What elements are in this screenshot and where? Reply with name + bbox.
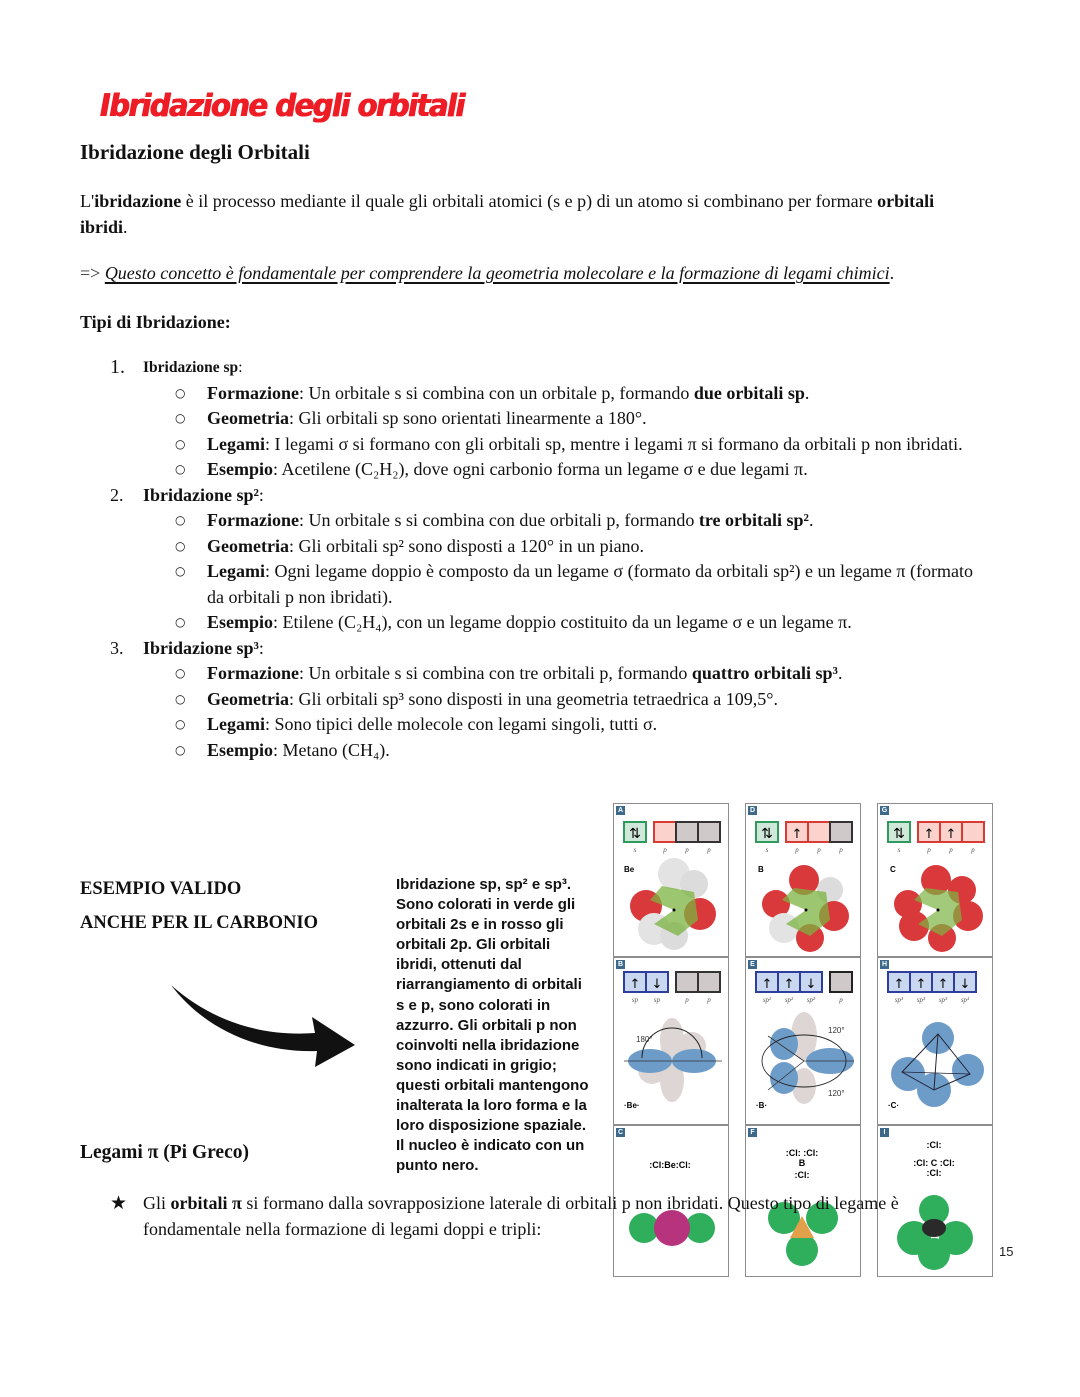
- list-item: [80, 432, 980, 458]
- svg-text:sp²: sp²: [806, 996, 816, 1004]
- caption-line: s e p, sono colorati in: [396, 996, 551, 1014]
- svg-text::Cl:: :Cl:: [926, 1140, 942, 1150]
- type-title-text: Ibridazione sp: [143, 359, 239, 376]
- item-end: .: [808, 510, 814, 530]
- panel-label: G: [881, 807, 888, 814]
- item-bold: due orbitali sp: [693, 382, 805, 403]
- item-label: Formazione: [207, 382, 299, 403]
- note-suffix: .: [889, 263, 895, 283]
- list-item: [80, 534, 980, 560]
- svg-text:·B·: ·B·: [756, 1101, 768, 1110]
- pi-text-bold: orbitali π: [170, 1193, 242, 1213]
- item-bold: quattro orbitali sp³: [691, 663, 838, 683]
- svg-text:·Be·: ·Be·: [624, 1101, 640, 1110]
- svg-text:↑: ↑: [791, 827, 803, 842]
- svg-text:sp²: sp²: [762, 996, 772, 1004]
- svg-text:p: p: [707, 846, 711, 854]
- item-label: Geometria: [207, 688, 289, 709]
- svg-text:⇅: ⇅: [629, 826, 641, 842]
- panel-label: H: [881, 961, 888, 968]
- pi-bond-item: [110, 1191, 970, 1242]
- item-text: : I legami σ si formano con gli orbitali sp, mentre i legami π si formano da orbitali p non ibridati.: [265, 433, 963, 454]
- svg-text:·C·: ·C·: [888, 1101, 900, 1110]
- section-title: Ibridazione degli Orbitali: [80, 140, 310, 164]
- svg-text:p: p: [685, 846, 689, 854]
- type-title-text: Ibridazione sp³: [143, 637, 259, 658]
- list-item: [80, 687, 980, 713]
- panel-a: [613, 803, 729, 957]
- be-ground-state-icon: [614, 804, 727, 954]
- panel-d: [745, 803, 861, 957]
- intro-term2: orbitali ibridi: [80, 191, 935, 237]
- intro-suffix: .: [123, 216, 128, 237]
- svg-text::Cl:: :Cl:: [926, 1168, 942, 1178]
- item-label: Esempio: [207, 739, 274, 760]
- caption-line: inalterata la loro forma e la: [396, 1097, 587, 1115]
- type-title: [143, 355, 243, 381]
- item-label: Legami: [207, 433, 265, 454]
- list-number: 2.: [110, 484, 124, 505]
- item-text: : Gli orbitali sp² sono disposti a 120° in un piano.: [288, 535, 645, 556]
- svg-text:↑: ↑: [761, 977, 773, 992]
- panel-label: E: [748, 960, 757, 969]
- svg-text:↑: ↑: [923, 827, 935, 842]
- list-item: [80, 738, 980, 764]
- svg-text:s: s: [633, 846, 637, 854]
- circle-bullet-icon: ○: [175, 564, 186, 578]
- item-label: Formazione: [207, 663, 299, 683]
- type-heading-sp3: [80, 636, 980, 662]
- caption-line: Il nucleo è indicato con un: [396, 1137, 585, 1155]
- item-text: : Acetilene (C₂H₂), dove ogni carbonio forma un legame σ e due legami π.: [273, 459, 808, 479]
- panel-label: F: [748, 1128, 757, 1137]
- circle-bullet-icon: ○: [175, 462, 186, 476]
- caption-line: riarrangiamento di orbitali: [396, 976, 582, 994]
- svg-text:s: s: [765, 846, 769, 854]
- svg-text:⇅: ⇅: [761, 826, 773, 842]
- svg-text::Cl:: :Cl:: [794, 1170, 810, 1180]
- intro-term: ibridazione: [94, 191, 182, 211]
- panel-label: I: [880, 1128, 889, 1137]
- caption-line: ibridi, ottenuti dal: [396, 956, 522, 974]
- svg-text:p: p: [685, 996, 689, 1004]
- svg-text:s: s: [897, 846, 901, 854]
- svg-text:⇅: ⇅: [893, 826, 905, 842]
- esempio-line2: ANCHE PER IL CARBONIO: [80, 913, 318, 933]
- svg-text:↑: ↑: [937, 977, 949, 992]
- caption-line: sono indicati in grigio;: [396, 1056, 557, 1074]
- panel-e: [745, 957, 861, 1125]
- item-label: Geometria: [207, 535, 289, 556]
- circle-bullet-icon: ○: [175, 513, 186, 527]
- item-label: Formazione: [207, 510, 299, 530]
- caption-line: orbitali 2s e in rosso gli: [396, 916, 564, 934]
- svg-text:180°: 180°: [636, 1035, 653, 1044]
- svg-text:p: p: [663, 846, 667, 854]
- type-heading-sp2: [80, 483, 980, 509]
- item-text: : Metano (CH₄).: [273, 739, 390, 760]
- list-item: [80, 712, 980, 738]
- intro-prefix: L': [80, 191, 95, 211]
- svg-text:120°: 120°: [828, 1089, 845, 1098]
- list-item: [80, 406, 980, 432]
- panel-label: D: [749, 807, 756, 814]
- item-label: Geometria: [207, 408, 289, 428]
- svg-text:↓: ↓: [805, 977, 817, 992]
- item-label: Esempio: [207, 459, 274, 479]
- svg-text:↑: ↑: [915, 977, 927, 992]
- note-text: Questo concetto è fondamentale per comprendere la geometria molecolare e la formazione di legami chimici: [104, 263, 890, 283]
- script-title: Ibridazione degli orbitali: [100, 88, 465, 124]
- svg-text::Cl: C :Cl:: :Cl: C :Cl:: [913, 1158, 955, 1168]
- svg-text:p: p: [707, 996, 711, 1004]
- item-label: Legami: [207, 561, 265, 581]
- list-item: [80, 559, 980, 610]
- circle-bullet-icon: ○: [175, 691, 186, 706]
- svg-text:p: p: [839, 996, 843, 1004]
- item-text: : Etilene (C₂H₄), con un legame doppio costituito da un legame σ e un legame π.: [273, 612, 852, 632]
- sp-hybrid-icon: [614, 958, 727, 1123]
- page-number: 15: [999, 1244, 1014, 1259]
- item-label: Legami: [207, 714, 265, 734]
- circle-bullet-icon: ○: [175, 436, 186, 451]
- svg-text:sp: sp: [653, 996, 661, 1004]
- svg-text:B: B: [798, 1158, 806, 1168]
- circle-bullet-icon: ○: [175, 742, 186, 757]
- esempio-line1: ESEMPIO VALIDO: [80, 879, 242, 899]
- svg-text:sp³: sp³: [894, 996, 904, 1004]
- intro-paragraph: [80, 189, 960, 240]
- circle-bullet-icon: ○: [175, 615, 186, 629]
- type-colon: :: [258, 484, 264, 505]
- svg-text:↓: ↓: [651, 977, 663, 992]
- item-text: : Gli orbitali sp sono orientati linearmente a 180°.: [288, 408, 647, 428]
- circle-bullet-icon: ○: [175, 385, 186, 400]
- svg-text:sp: sp: [631, 996, 639, 1004]
- svg-text:sp³: sp³: [960, 996, 970, 1004]
- svg-text:↓: ↓: [959, 977, 971, 992]
- type-title-text: Ibridazione sp²: [143, 484, 259, 505]
- panel-h: [877, 957, 993, 1125]
- pi-bond-text: [110, 1191, 970, 1242]
- item-label: Esempio: [207, 612, 274, 632]
- svg-text:sp³: sp³: [938, 996, 948, 1004]
- list-item: [80, 381, 980, 407]
- svg-text::Cl:Be:Cl:: :Cl:Be:Cl:: [649, 1160, 691, 1170]
- sp2-hybrid-icon: [746, 958, 859, 1123]
- item-end: .: [804, 382, 810, 403]
- item-end: .: [837, 663, 843, 683]
- type-title: [143, 483, 264, 509]
- hybridization-list: [80, 355, 980, 763]
- svg-text:B: B: [758, 865, 764, 874]
- svg-text:p: p: [927, 846, 931, 854]
- star-bullet-icon: ★: [110, 1192, 128, 1214]
- caption-line: questi orbitali mantengono: [396, 1076, 589, 1094]
- svg-text:p: p: [817, 846, 821, 854]
- panel-label: C: [617, 1129, 624, 1136]
- panel-b: [613, 957, 729, 1125]
- list-item: [80, 508, 980, 534]
- figure-caption: [396, 875, 611, 1176]
- circle-bullet-icon: ○: [175, 538, 186, 553]
- svg-text:p: p: [795, 846, 799, 854]
- pi-bond-heading: Legami π (Pi Greco): [80, 1142, 249, 1163]
- type-colon: :: [238, 359, 243, 376]
- circle-bullet-icon: ○: [175, 666, 186, 680]
- svg-text:C: C: [890, 865, 896, 874]
- item-bold: tre orbitali sp²: [698, 510, 809, 530]
- svg-text:↑: ↑: [783, 977, 795, 992]
- caption-line: orbitali 2p. Gli orbitali: [396, 936, 551, 954]
- caption-line: loro disposizione spaziale.: [396, 1117, 587, 1135]
- svg-text:120°: 120°: [828, 1026, 845, 1035]
- caption-line: punto nero.: [396, 1157, 479, 1175]
- svg-text::Cl: :Cl:: :Cl: :Cl:: [785, 1148, 819, 1158]
- circle-bullet-icon: ○: [175, 717, 186, 731]
- svg-text:Be: Be: [624, 865, 635, 874]
- circle-bullet-icon: ○: [175, 411, 186, 425]
- list-number: 1.: [110, 356, 125, 378]
- item-text: : Un orbitale s si combina con tre orbitali p, formando: [298, 663, 692, 683]
- pi-text-post: si formano dalla sovrapposizione laterale di orbitali p non ibridati. Questo tipo di legame è fondamentale nella formazione di legami doppi e tripli:: [143, 1193, 899, 1239]
- c-ground-state-icon: [878, 804, 991, 954]
- type-heading-sp: [80, 355, 980, 381]
- item-text: : Un orbitale s si combina con un orbitale p, formando: [298, 382, 694, 403]
- curved-arrow-icon: [165, 975, 360, 1075]
- panel-label: B: [617, 961, 624, 968]
- caption-line: coinvolti nella ibridazione: [396, 1036, 580, 1054]
- list-item: [80, 661, 980, 687]
- caption-line: azzurro. Gli orbitali p non: [396, 1016, 577, 1034]
- intro-text: è il processo mediante il quale gli orbitali atomici (s e p) di un atomo si combinano per formare: [181, 191, 878, 211]
- sp3-hybrid-icon: [878, 958, 991, 1123]
- list-item: [80, 457, 980, 483]
- svg-text:sp²: sp²: [784, 996, 794, 1004]
- note-arrow: =>: [80, 263, 105, 283]
- list-item: [80, 610, 980, 636]
- type-colon: :: [258, 637, 264, 658]
- pi-text-pre: Gli: [143, 1193, 171, 1213]
- svg-text:p: p: [949, 846, 953, 854]
- note-paragraph: [80, 261, 960, 287]
- panel-label: A: [617, 807, 624, 814]
- svg-text:p: p: [971, 846, 975, 854]
- b-ground-state-icon: [746, 804, 859, 954]
- panel-g: [877, 803, 993, 957]
- esempio-callout: [80, 872, 318, 940]
- tipi-heading: Tipi di Ibridazione:: [80, 312, 231, 332]
- svg-text:↑: ↑: [893, 977, 905, 992]
- list-number: 3.: [110, 637, 124, 658]
- item-text: : Un orbitale s si combina con due orbitali p, formando: [298, 510, 699, 530]
- caption-line: Ibridazione sp, sp² e sp³.: [396, 876, 572, 893]
- item-text: : Sono tipici delle molecole con legami singoli, tutti σ.: [265, 714, 658, 734]
- svg-text:sp³: sp³: [916, 996, 926, 1004]
- caption-line: Sono colorati in verde gli: [396, 896, 576, 914]
- item-text: : Ogni legame doppio è composto da un legame σ (formato da orbitali sp²) e un legame π (formato da orbitali p non ibridati).: [207, 561, 973, 607]
- svg-text:↑: ↑: [945, 827, 957, 842]
- svg-text:↑: ↑: [629, 977, 641, 992]
- type-title: [143, 636, 264, 662]
- item-text: : Gli orbitali sp³ sono disposti in una geometria tetraedrica a 109,5°.: [288, 688, 778, 709]
- svg-text:p: p: [839, 846, 843, 854]
